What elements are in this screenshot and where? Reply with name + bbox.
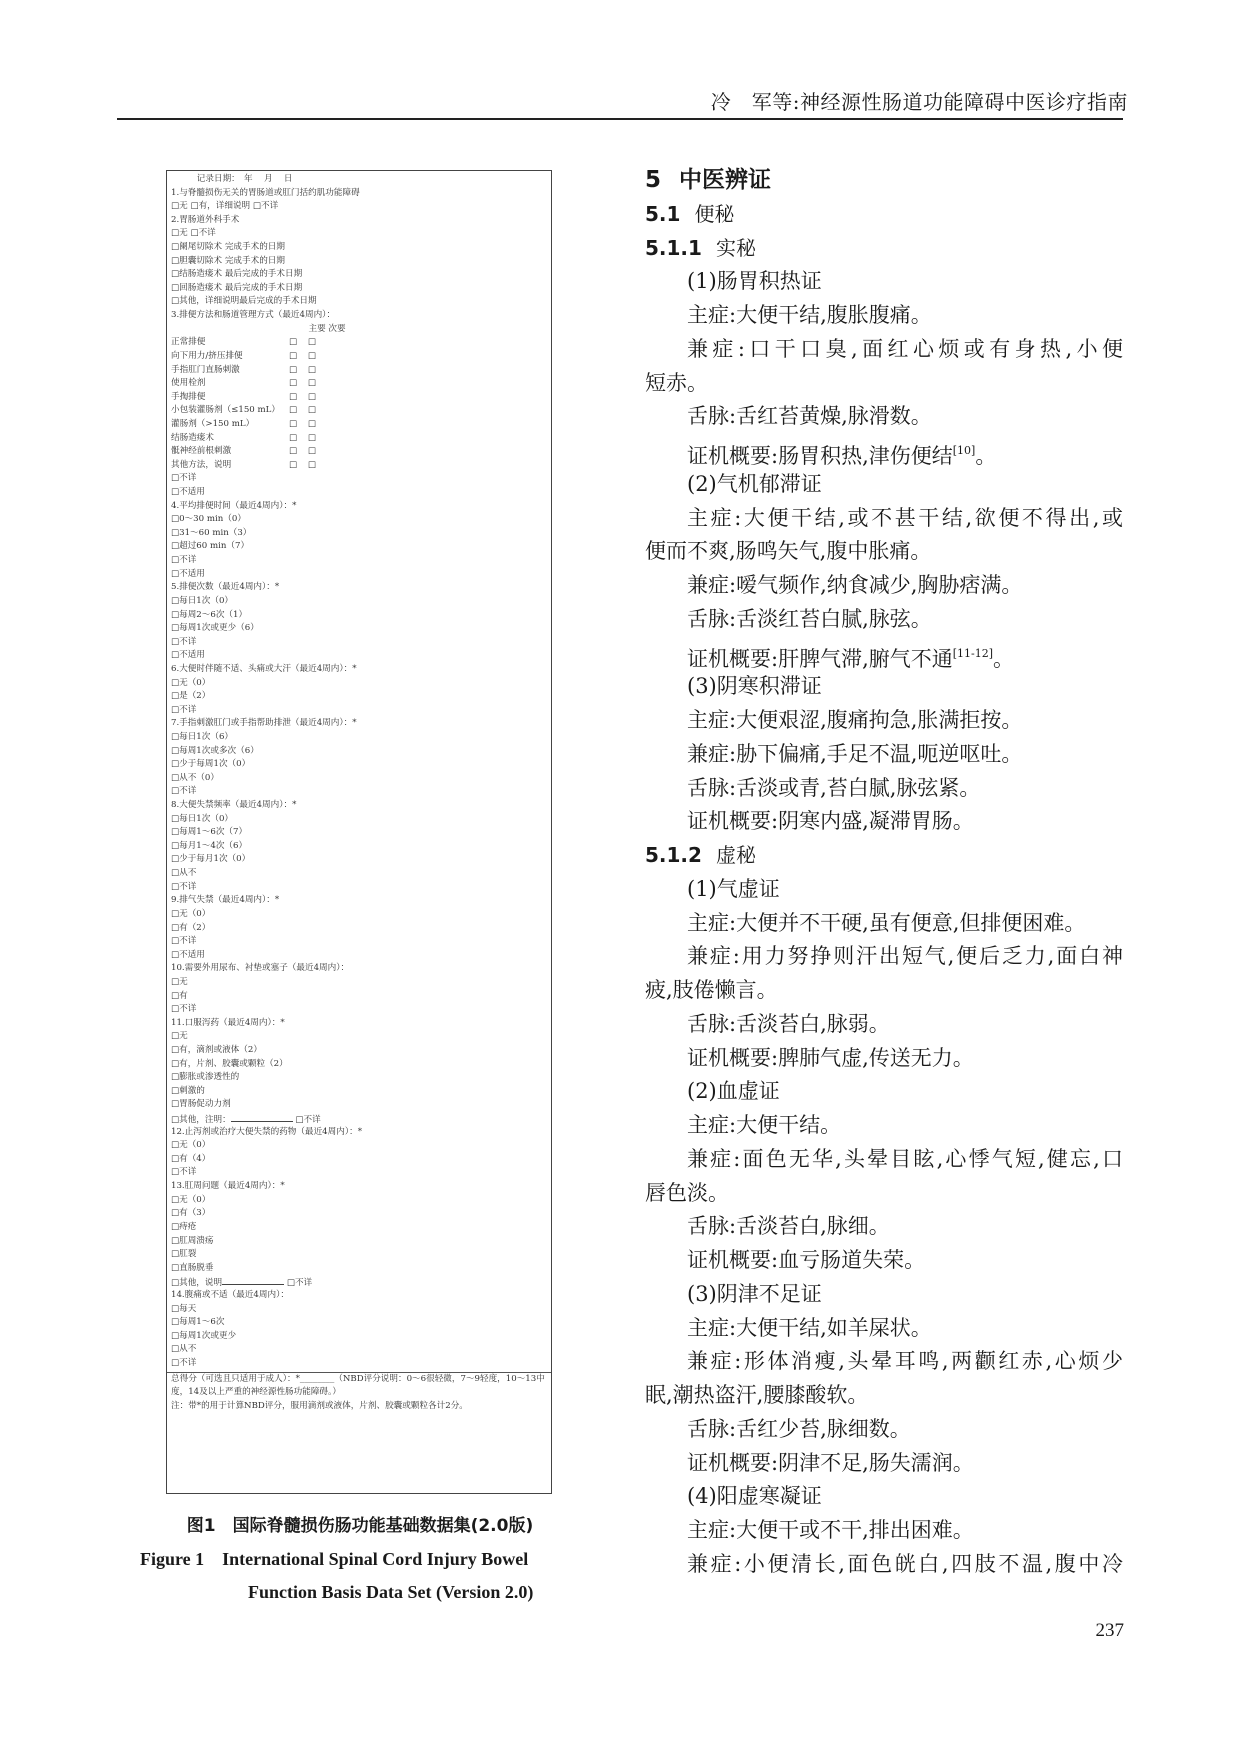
form-line	[171, 867, 551, 881]
figure-data-set-form	[166, 170, 552, 1494]
checkbox-pair: □ □	[289, 378, 320, 389]
form-line-text: 6.大便时伴随不适、头痛或大汗（最近4周内）：*	[171, 663, 357, 674]
form-line-text: 8.大便失禁频率（最近4周内）：*	[171, 800, 297, 811]
form-line-text: □无（0）	[171, 908, 211, 919]
form-line	[171, 404, 551, 418]
text-line-content: 主症:大便干结,或不甚干结,欲便不得出,或	[687, 505, 1123, 530]
text-line-content: (3)阴津不足证	[687, 1281, 822, 1306]
form-line-text: 使用栓剂	[171, 378, 206, 389]
form-line	[171, 323, 551, 337]
form-line-text: □每周1次或更少（6）	[171, 623, 259, 634]
form-line-text: □直肠脱垂	[171, 1262, 214, 1273]
form-line	[171, 799, 551, 813]
form-line-text: □有（4）	[171, 1153, 211, 1164]
section-title: 中医辨证	[679, 167, 772, 193]
form-line	[171, 1207, 551, 1221]
text-line	[645, 1210, 1123, 1244]
form-line	[171, 922, 551, 936]
form-line	[171, 976, 551, 990]
section-number: 5.1	[645, 201, 681, 226]
section-heading	[645, 839, 1123, 873]
form-line	[171, 459, 551, 473]
form-line-text: □不详	[171, 936, 197, 947]
form-line-text: 手指肛门直肠刺激	[171, 364, 240, 375]
text-line	[645, 265, 1123, 299]
form-line-text: □每周1～6次	[171, 1317, 225, 1328]
form-line-text: □是（2）	[171, 691, 211, 702]
form-line-text: □不详	[171, 636, 197, 647]
text-line-content: 兼症:面色无华,头晕目眩,心悸气短,健忘,口	[687, 1146, 1123, 1171]
form-line-text: □肛周溃疡	[171, 1235, 214, 1246]
form-line-text: 骶神经前根刺激	[171, 446, 232, 457]
form-line-text: □胃肠促动力剂	[171, 1099, 231, 1110]
text-line-content: 短赤。	[645, 370, 708, 395]
text-line-content: 舌脉:舌红少苔,脉细数。	[687, 1416, 911, 1441]
form-line	[171, 432, 551, 446]
form-line	[171, 554, 551, 568]
text-line	[645, 873, 1123, 907]
form-line-text: 记录日期： 年 月 日	[171, 174, 293, 184]
form-line	[171, 1357, 551, 1371]
text-line-content: 眠,潮热盗汗,腰膝酸软。	[645, 1383, 869, 1407]
form-line-text: □其他，说明	[171, 1278, 223, 1289]
text-line	[645, 367, 1123, 401]
form-line-text: □少于每周1次（0）	[171, 759, 251, 770]
form-line-text: □有（3）	[171, 1208, 211, 1219]
form-line	[171, 704, 551, 718]
text-line-content: 便而不爽,肠鸣矢气,腹中胀痛。	[645, 539, 932, 564]
text-line	[645, 1042, 1123, 1076]
form-line	[171, 690, 551, 704]
form-line	[171, 418, 551, 432]
form-line	[171, 622, 551, 636]
form-line-text: 向下用力/挤压排便	[171, 350, 243, 361]
form-line	[171, 500, 551, 514]
form-line	[171, 894, 551, 908]
form-line-text: □胆囊切除术 完成手术的日期	[171, 255, 285, 266]
form-line-text: □不详	[171, 473, 197, 484]
form-line	[171, 1003, 551, 1017]
form-line-text: 12.止泻剂或治疗大便失禁的药物（最近4周内）：*	[171, 1126, 363, 1137]
figure-caption	[140, 1510, 580, 1609]
form-line-text: □超过60 min（7）	[171, 541, 250, 552]
text-line	[645, 1514, 1123, 1548]
section-number: 5.1.1	[645, 235, 702, 260]
text-line-content: 证机概要:血亏肠道失荣。	[687, 1248, 926, 1272]
text-line-content: (1)气虚证	[687, 876, 780, 901]
form-line	[171, 540, 551, 554]
text-line	[645, 603, 1123, 637]
form-line	[171, 173, 551, 187]
text-line	[645, 1345, 1123, 1379]
caption-en-line1: Figure 1 International Spinal Cord Injury Bowel	[140, 1549, 529, 1569]
form-line-text: □无	[171, 976, 188, 987]
form-line-after: □不详	[292, 1115, 321, 1126]
form-line	[171, 636, 551, 650]
form-line-text: □结肠造瘘术 最后完成的手术日期	[171, 269, 303, 280]
form-line	[171, 282, 551, 296]
form-line-text: 2.胃肠道外科手术	[171, 214, 240, 225]
form-line	[171, 1153, 551, 1167]
form-line	[171, 255, 551, 269]
form-line	[171, 881, 551, 895]
checkbox-pair: □ □	[289, 418, 320, 429]
text-line	[645, 1075, 1123, 1109]
blank-underline	[231, 1112, 293, 1122]
form-line	[171, 1289, 551, 1303]
text-line-content: 证机概要:肠胃积热,津伤便结	[687, 444, 953, 468]
section-title: 虚秘	[715, 843, 756, 867]
form-line-text: □不适用	[171, 650, 205, 661]
form-line	[171, 609, 551, 623]
form-line	[171, 1166, 551, 1180]
form-line-text: □31～60 min（3）	[171, 527, 252, 538]
form-line	[171, 472, 551, 486]
form-line	[171, 1330, 551, 1344]
checkbox-pair: □ □	[289, 459, 320, 470]
text-line-content: 主症:大便干结,如羊屎状。	[687, 1315, 932, 1340]
form-line-text: □从不	[171, 868, 197, 879]
form-line	[171, 486, 551, 500]
form-line	[171, 677, 551, 691]
form-line-text: 4.平均排便时间（最近4周内）：*	[171, 500, 297, 511]
form-line	[171, 758, 551, 772]
text-line	[645, 400, 1123, 434]
form-line-text: 灌肠剂（>150 mL）	[171, 418, 255, 429]
form-line	[171, 1303, 551, 1317]
form-line	[171, 391, 551, 405]
form-line-text: □膨胀或渗透性的	[171, 1072, 240, 1083]
text-line-content: (2)血虚证	[687, 1079, 780, 1104]
text-line	[645, 772, 1123, 806]
form-line-text: □每日1次（0）	[171, 595, 234, 606]
section-title: 实秘	[715, 235, 756, 260]
form-line-text: 主要 次要	[171, 323, 346, 334]
form-line	[171, 268, 551, 282]
form-line	[171, 1180, 551, 1194]
form-line	[171, 1235, 551, 1249]
text-line-content: 舌脉:舌淡红苔白腻,脉弦。	[687, 606, 932, 631]
form-line-text: □无（0）	[171, 1194, 211, 1205]
text-line-content: 兼症:口干口臭,面红心烦或有身热,小便	[687, 336, 1123, 361]
section-number: 5.1.2	[645, 843, 702, 867]
text-line-content: 舌脉:舌淡苔白,脉细。	[687, 1214, 890, 1239]
form-line-text: □有	[171, 990, 188, 1001]
form-line	[171, 581, 551, 595]
form-line	[171, 1126, 551, 1140]
form-line	[171, 935, 551, 949]
text-line-content: 证机概要:脾肺气虚,传送无力。	[687, 1045, 974, 1070]
form-line	[171, 1044, 551, 1058]
form-line	[171, 745, 551, 759]
form-line	[171, 908, 551, 922]
text-line-content: 证机概要:肝脾气滞,腑气不通	[687, 646, 953, 671]
form-line	[171, 1316, 551, 1330]
form-line-text: □有，片剂、胶囊或颗粒（2）	[171, 1058, 288, 1069]
form-line-text: □无	[171, 1031, 188, 1042]
form-line-text: □无（0）	[171, 1140, 211, 1151]
text-line-content: (1)肠胃积热证	[687, 269, 822, 294]
form-line-text: 小包装灌肠剂（≤150 mL）	[171, 405, 280, 416]
text-line	[645, 805, 1123, 839]
text-line	[645, 940, 1123, 974]
form-line-text: 3.排便方法和肠道管理方式（最近4周内）：	[171, 310, 336, 321]
form-line-text: □不适用	[171, 568, 205, 579]
form-line	[171, 731, 551, 745]
text-line	[645, 1177, 1123, 1211]
text-line	[645, 1278, 1123, 1312]
body-column	[645, 164, 1123, 1582]
text-line	[645, 1447, 1123, 1481]
text-line-content: 主症:大便干结。	[687, 1113, 842, 1137]
form-line	[171, 853, 551, 867]
section-heading	[645, 198, 1123, 232]
text-line-end: 。	[975, 444, 997, 468]
checkbox-pair: □ □	[289, 350, 320, 361]
form-line	[171, 772, 551, 786]
form-line-text: □无 □有，详细说明 □不详	[171, 201, 279, 212]
form-line	[171, 214, 551, 228]
blank-underline	[222, 1275, 284, 1285]
form-line	[171, 1085, 551, 1099]
form-line	[171, 717, 551, 731]
text-line	[645, 704, 1123, 738]
form-line	[171, 527, 551, 541]
caption-en-line2: Function Basis Data Set (Version 2.0)	[248, 1582, 534, 1602]
form-line-text: □每周1～6次（7）	[171, 827, 248, 838]
text-line	[645, 1480, 1123, 1514]
text-line	[645, 569, 1123, 603]
form-line-text: □不详	[171, 704, 197, 715]
text-line-content: 主症:大便并不干硬,虽有便意,但排便困难。	[687, 910, 1086, 935]
form-line-text: □每周1次或更少	[171, 1330, 237, 1341]
section-heading	[645, 232, 1123, 266]
form-line	[171, 663, 551, 677]
text-line-content: 唇色淡。	[645, 1180, 729, 1205]
form-line-text: □不详	[171, 1167, 197, 1178]
text-line-content: 疲,肢倦懒言。	[645, 978, 778, 1002]
form-line-text: □其他，注明：	[171, 1115, 231, 1126]
form-line	[171, 364, 551, 378]
header-rule	[117, 118, 1123, 120]
form-line-text: □每月1～4次（6）	[171, 840, 248, 851]
form-line-text: □每周2～6次（1）	[171, 609, 248, 620]
form-line	[171, 840, 551, 854]
form-line-text: □痔疮	[171, 1221, 197, 1232]
text-line	[645, 468, 1123, 502]
form-line-text: □不详	[171, 1358, 197, 1369]
form-line-text: □阑尾切除术 完成手术的日期	[171, 242, 285, 253]
checkbox-pair: □ □	[289, 405, 320, 416]
text-line-content: 主症:大便干或不干,排出困难。	[687, 1518, 974, 1542]
form-line	[171, 568, 551, 582]
text-line	[645, 637, 1123, 671]
text-line-content: 证机概要:阴津不足,肠失濡润。	[687, 1450, 974, 1475]
form-line-text: □刺激的	[171, 1085, 205, 1096]
form-line	[171, 1262, 551, 1276]
text-line	[645, 1379, 1123, 1413]
section-title: 便秘	[694, 201, 735, 226]
form-line	[171, 1058, 551, 1072]
form-line	[171, 295, 551, 309]
form-line-text: □无 □不详	[171, 228, 216, 239]
form-line	[171, 1112, 551, 1126]
form-line-text: 9.排气失禁（最近4周内）：*	[171, 895, 280, 906]
form-line	[171, 350, 551, 364]
text-line	[645, 299, 1123, 333]
form-line-text: 13.肛周问题（最近4周内）：*	[171, 1181, 285, 1192]
form-line-text: □从不	[171, 1344, 197, 1355]
text-line-content: 兼症:小便清长,面色㿠白,四肢不温,腹中冷	[687, 1551, 1123, 1576]
form-line	[171, 1343, 551, 1357]
form-line	[171, 1017, 551, 1031]
form-line	[171, 595, 551, 609]
form-line-text: □每日1次（0）	[171, 813, 234, 824]
caption-zh: 图1 国际脊髓损伤肠功能基础数据集(2.0版)	[186, 1516, 534, 1536]
form-line-text: 5.排便次数（最近4周内）：*	[171, 582, 280, 593]
form-line	[171, 962, 551, 976]
text-line	[645, 535, 1123, 569]
text-line	[645, 670, 1123, 704]
text-line	[645, 333, 1123, 367]
form-line-text: □不详	[171, 555, 197, 566]
citation-ref: [11-12]	[952, 646, 994, 660]
form-line	[171, 990, 551, 1004]
running-header: 冷 军等:神经源性肠道功能障碍中医诊疗指南	[710, 90, 1128, 114]
form-line	[171, 1071, 551, 1085]
form-line	[171, 1030, 551, 1044]
form-line-text: 手掏排便	[171, 391, 206, 402]
form-line-text: 7.手指刺激肛门或手指帮助排泄（最近4周内）：*	[171, 718, 357, 729]
form-line	[171, 813, 551, 827]
form-line-text: □有（2）	[171, 922, 211, 933]
text-line-content: 主症:大便艰涩,腹痛拘急,胀满拒按。	[687, 708, 1023, 732]
text-line-content: (4)阳虚寒凝证	[687, 1484, 822, 1509]
text-line-content: 主症:大便干结,腹胀腹痛。	[687, 303, 932, 327]
form-line	[171, 949, 551, 963]
form-line	[171, 336, 551, 350]
page-number: 237	[1095, 1620, 1124, 1641]
form-line-text: 正常排便	[171, 337, 206, 348]
form-line-text: □肛裂	[171, 1249, 197, 1260]
text-line	[645, 738, 1123, 772]
text-line-content: 舌脉:舌淡或青,苔白腻,脉弦紧。	[687, 775, 981, 800]
form-line-after: □不详	[284, 1278, 313, 1289]
form-line-text: 结肠造瘘术	[171, 432, 214, 443]
form-line	[171, 1098, 551, 1112]
form-line	[171, 241, 551, 255]
form-line	[171, 200, 551, 214]
form-line-text: □回肠造瘘术 最后完成的手术日期	[171, 282, 303, 293]
form-line-text: □不适用	[171, 487, 205, 498]
text-line	[645, 1244, 1123, 1278]
form-line-text: 14.腹痛或不适（最近4周内）：	[171, 1289, 289, 1300]
form-line	[171, 826, 551, 840]
form-line	[171, 1275, 551, 1289]
text-line	[645, 1008, 1123, 1042]
text-line	[645, 1109, 1123, 1143]
form-line	[171, 513, 551, 527]
form-line-text: □不详	[171, 881, 197, 892]
form-line	[171, 1139, 551, 1153]
form-line-text: □不详	[171, 786, 197, 797]
text-line	[645, 434, 1123, 468]
text-line	[645, 1548, 1123, 1582]
form-line-text: □0～30 min（0）	[171, 514, 246, 525]
form-line-text: □每日1次（6）	[171, 731, 234, 742]
form-line	[171, 1221, 551, 1235]
form-line-text: □不详	[171, 1004, 197, 1015]
text-line-content: (3)阴寒积滞证	[687, 674, 822, 699]
form-line	[171, 649, 551, 663]
form-footer-note: 注：带*的用于计算NBD评分，服用滴剂或液体，片剂、胶囊或颗粒各计2分。	[171, 1400, 468, 1411]
form-line-text: □每周1次或多次（6）	[171, 745, 259, 756]
form-line	[171, 377, 551, 391]
form-line-text: □从不（0）	[171, 772, 219, 783]
form-line	[171, 309, 551, 323]
form-line	[171, 1194, 551, 1208]
text-line-content: 舌脉:舌淡苔白,脉弱。	[687, 1011, 890, 1036]
form-line	[171, 785, 551, 799]
form-line	[171, 227, 551, 241]
form-line-text: □不适用	[171, 949, 205, 960]
text-line-content: 兼症:胁下偏痛,手足不温,呃逆呕吐。	[687, 741, 1023, 766]
checkbox-pair: □ □	[289, 432, 320, 443]
text-line-content: 兼症:用力努挣则汗出短气,便后乏力,面白神	[687, 944, 1123, 969]
checkbox-pair: □ □	[289, 337, 320, 348]
checkbox-pair: □ □	[289, 391, 320, 402]
form-footer-note: 总得分（可选且只适用于成人）：*________（NBD评分说明：0～6很轻微，7～9轻度，10～13中度，14及以上严重的神经源性肠功能障碍。）	[171, 1373, 545, 1398]
form-line-text: □有，滴剂或液体（2）	[171, 1045, 262, 1055]
form-line-text: 10.需要外用尿布、衬垫或塞子（最近4周内）：	[171, 963, 350, 974]
section-number: 5	[645, 167, 662, 193]
form-line-text: 11.口服泻药（最近4周内）：*	[171, 1017, 285, 1028]
text-line-content: 兼症:形体消瘦,头晕耳鸣,两颧红赤,心烦少	[687, 1349, 1123, 1374]
form-line-text: 其他方法，说明	[171, 459, 232, 470]
text-line	[645, 1413, 1123, 1447]
section-heading	[645, 164, 1123, 198]
text-line	[645, 502, 1123, 536]
checkbox-pair: □ □	[289, 364, 320, 375]
text-line-content: (2)气机郁滞证	[687, 471, 822, 496]
text-line-end: 。	[993, 646, 1015, 671]
text-line	[645, 1312, 1123, 1346]
text-line	[645, 1143, 1123, 1177]
form-line-text: □其他，详细说明最后完成的手术日期	[171, 296, 317, 307]
checkbox-pair: □ □	[289, 446, 320, 457]
text-line-content: 舌脉:舌红苔黄燥,脉滑数。	[687, 404, 932, 429]
form-line	[171, 187, 551, 201]
form-line-text: □每天	[171, 1303, 197, 1314]
text-line-content: 证机概要:阴寒内盛,凝滞胃肠。	[687, 809, 974, 834]
form-line-text: □少于每月1次（0）	[171, 854, 251, 865]
form-line	[171, 445, 551, 459]
citation-ref: [10]	[952, 444, 976, 457]
text-line	[645, 907, 1123, 941]
form-line	[171, 1248, 551, 1262]
text-line-content: 兼症:嗳气频作,纳食减少,胸胁痞满。	[687, 573, 1023, 597]
form-line-text: 1.与脊髓损伤无关的胃肠道或肛门括约肌功能障碍	[171, 187, 360, 198]
form-line-text: □无（0）	[171, 677, 211, 688]
text-line	[645, 974, 1123, 1008]
